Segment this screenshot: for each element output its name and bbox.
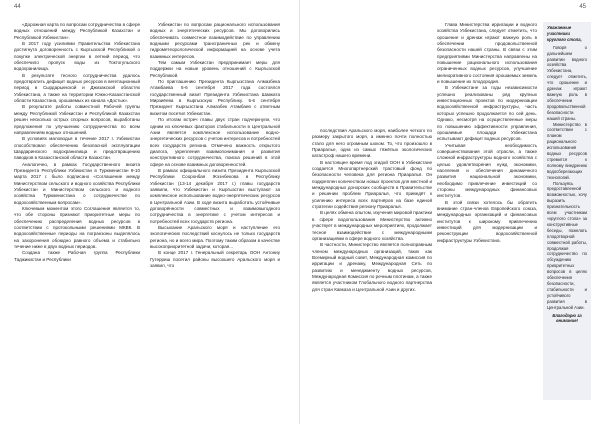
paragraph: В целях обмена опытом, изучения мировой практики в сфере водопользования Министерство активно участвует в международных мероприятиях, продолжает тесное взаимодействие с международными организациями в сфере водного хозяйства. (312, 210, 432, 241)
paragraph: Узбекистан по вопросам рационального использования водных и энергетических ресурсов. Мы договорились обеспечивать совместное взаимодействие по управлению водными ресурсами трансграничных рек и обмену гидрометеорологической информацией на основе учета взаимных интересов. (150, 22, 280, 59)
callout-title: Уважаемые участники круглого стола, (547, 25, 582, 42)
paragraph: Глава Министерства ирригации и водного хозяйства Узбекистана, следует отметить, что орошение и дренаж играют важную роль в обеспечении продовольственной безопасности нашей страны. В связи с этим предприятиями Министерства направлены на повышение рационального использования ограниченных водных ресурсов, улучшение мелиоративного состояния орошаемых земель и повышение их плодородия. (437, 22, 537, 85)
paragraph: последствия Аральского моря, наиболее четкого по размеру закрытого моря, а именно почти полностью стало для него огромным шоком. То, что произошло в Приаралье, одна из самых тяжёлых экологических катастроф нашего времени. (312, 128, 432, 159)
paragraph: В этой связи хотелось бы обратить внимание стран-членов Европейского союза, международных организаций и финансовых институтов к широкому привлечению инвестиций для модернизации и реконструкции водохозяйственной инфраструктуры Узбекистана. (437, 199, 537, 243)
paragraph: «Дорожная карта по вопросам сотрудничества в сфере водных отношений между Республикой Казахстан и Республикой Узбекистан». (14, 22, 140, 40)
paragraph: Министерство в соответствии с планом рационального использования водных ресурсов стремится к полному внедрению водосберегающих технологий. (547, 121, 587, 180)
text-column-4 (437, 22, 537, 412)
sidebar-callout (543, 22, 591, 400)
paragraph: В конце 2017 г. Генеральный секретарь ООН Антониу Гутерриш посетил районы высохшего Аральского моря и заявил, что (150, 250, 280, 269)
paragraph: По итогам встреч главы двух стран подчеркнули, что одним из ключевых факторов стабильности в Центральной Азии является комплексное использование водно-энергетических ресурсов с учетом интересов и потребностей всех государств региона. Отмечено важность открытого диалога, укрепления взаимопонимания и развития конструктивного сотрудничества, поиска решений в этой сфере на основе взаимных договоренностей. (150, 117, 280, 167)
page-number-right: 45 (579, 4, 586, 10)
callout-closing: Благодарю за внимание! (552, 312, 582, 324)
paragraph: Пользуясь предоставленной возможностью, хочу выразить признательность всем участникам «круглого стола» за конструктивные беседы, пожелать плодотворной совместной работы, продолжая сотрудничество по обсуждению приоритетных вопросов в целях обеспечения безопасности, стабильности и устойчивого развития в Центральной Азии. (547, 180, 587, 310)
paragraph: В рамках официального визита Президента Кыргызской Республики Сооронбая Жээнбекова в Республику Узбекистан (13-14 декабря 2017 г.) главы государств заявили, что Узбекистан и Кыргызстан выступают за комплексное использование водно-энергетических ресурсов в Центральной Азии. В ходе визита выработать устойчивые договорённости совместных и взаимовыгодного сотрудничества в энергетике с учетом интересов и потребностей всех государств региона. (150, 167, 280, 224)
paragraph: Высыхание Аральского моря и наступление его экологических последствий коснулось не только государств региона, но и всего мира. Поэтому таким образом в качестве высокоприоритетной задачи, которая... (150, 225, 280, 250)
paragraph: В условиях маловодья в течение 2017 г. Узбекистан способствовал обеспечению безопасной эксплуатации Шардаринского водохранилища и предотвращению паводков в Казахстанской области Казахстан. (14, 136, 140, 161)
paragraph: Тем самым Узбекистан предпринимает меры для поддержки на новые уровень отношений с Кыргызской Республикой. (150, 60, 280, 78)
paragraph: Аналогично, в рамках Государственного визита Президента Республики Узбекистан в Туркменистан 9-10 марта 2017 г. было подписано «Соглашение между Министерством сельского и водного хозяйства Республики Узбекистан и Министерством сельского и водного хозяйства Туркменистана о сотрудничестве по водохозяйственным вопросам». (14, 161, 140, 205)
text-column-1 (14, 22, 140, 412)
page-number-left: 44 (14, 4, 21, 10)
text-column-2 (150, 22, 280, 412)
paragraph: В настоящее время под эгидой ООН в Узбекистане создается Многопартнерский трастовый фонд по безопасности человека для региона Приаралья. Он подкреплен количеством новых проектов для местной и международных донорских сообществ в Правительстве и решении проблем Приаралья, что приведёт к усилению интереса всех партнёров на базе единой стратегии содействия региону Приаралья. (312, 159, 432, 210)
paragraph: В 2017 году усилиями Правительства Узбекистана достигнута договоренность с Кыргызской Республикой о покупке электрической энергии в летний период, что обеспечило пропуск воды из Токтогульского водохранилища. (14, 41, 140, 72)
paragraph: В результате тесного сотрудничества удалось предотвратить дефицит водных ресурсов в вегетационный период в Сырдарьинской и Джизакской областях Узбекистана, а также на территории Южно-Казахстанской области Казахстана, орошаемых из канала «Достык». (14, 72, 140, 104)
text-column-3 (312, 128, 432, 412)
paragraph: В результате работы совместной Рабочей группы между Республикой Узбекистан и Республикой Казахстан решен несколько острых спорных вопросов, выработаны предложения по улучшению сотрудничества по всем направлениям водных отношений. (14, 104, 140, 135)
paragraph: Ключевым моментом этого Соглашения является то, что обе стороны признают приоритетные меры по обеспечению распределения водных ресурсов в соответствии с протокольными решениями МКВК. В водохозяйственные периоды на погранзоны выделялось на захоронения обоюдно равного объема и стабильно течение ниже в двух водных периодов. (14, 205, 140, 250)
paragraph: В Узбекистане за годы независимости успешно реализованы ряд крупных инвестиционных проектов по модернизации водохозяйственной инфраструктуры, часть которых успешно продолжается по сей день. Однако, несмотря на осуществленные меры по повышению эффективности управления, орошаемые площади Узбекистана испытывают дефицит водных ресурсов. (437, 85, 537, 142)
paragraph: Говоря о дальнейшем развитии водного хозяйства Узбекистана, следует отметить, что орошение и дренаж играют важную роль в обеспечении продовольственной безопасности нашей страны. (547, 44, 587, 121)
paragraph: Создана также Рабочая группа Республики Таджикистан и Республики (14, 250, 140, 262)
paragraph: В частности, Министерство является полноправным членом международных организаций, таких как Всемирный водный совет, Международная комиссия по ирригации и дренажу, Международная Сеть по развитию и менеджменту водных ресурсов, Международная Комиссия по речным плотинам, а также является участником Глобального водного партнерства для стран Кавказа и Центральной Азии и других. (312, 242, 432, 292)
paragraph: Учитывая необходимость совершенствования этой отрасли, а также сложной инфраструктуры водного хозяйства с целью удовлетворения нужд экономики, населения и обеспечения динамичного развития национальной экономики, необходимо привлечение инвестиций со стороны международных финансовых институтов. (437, 142, 537, 199)
paragraph: По приглашению Президента Кыргызстана Алмазбека Атамбаева 5-6 сентября 2017 года состоялся государственный визит Президента Узбекистана Шавката Мирзиёева в Кыргызскую Республику. 5-6 сентября Президент Кыргызстана Алмазбек Атамбаев с ответным визитом посетил Узбекистан. (150, 79, 280, 116)
